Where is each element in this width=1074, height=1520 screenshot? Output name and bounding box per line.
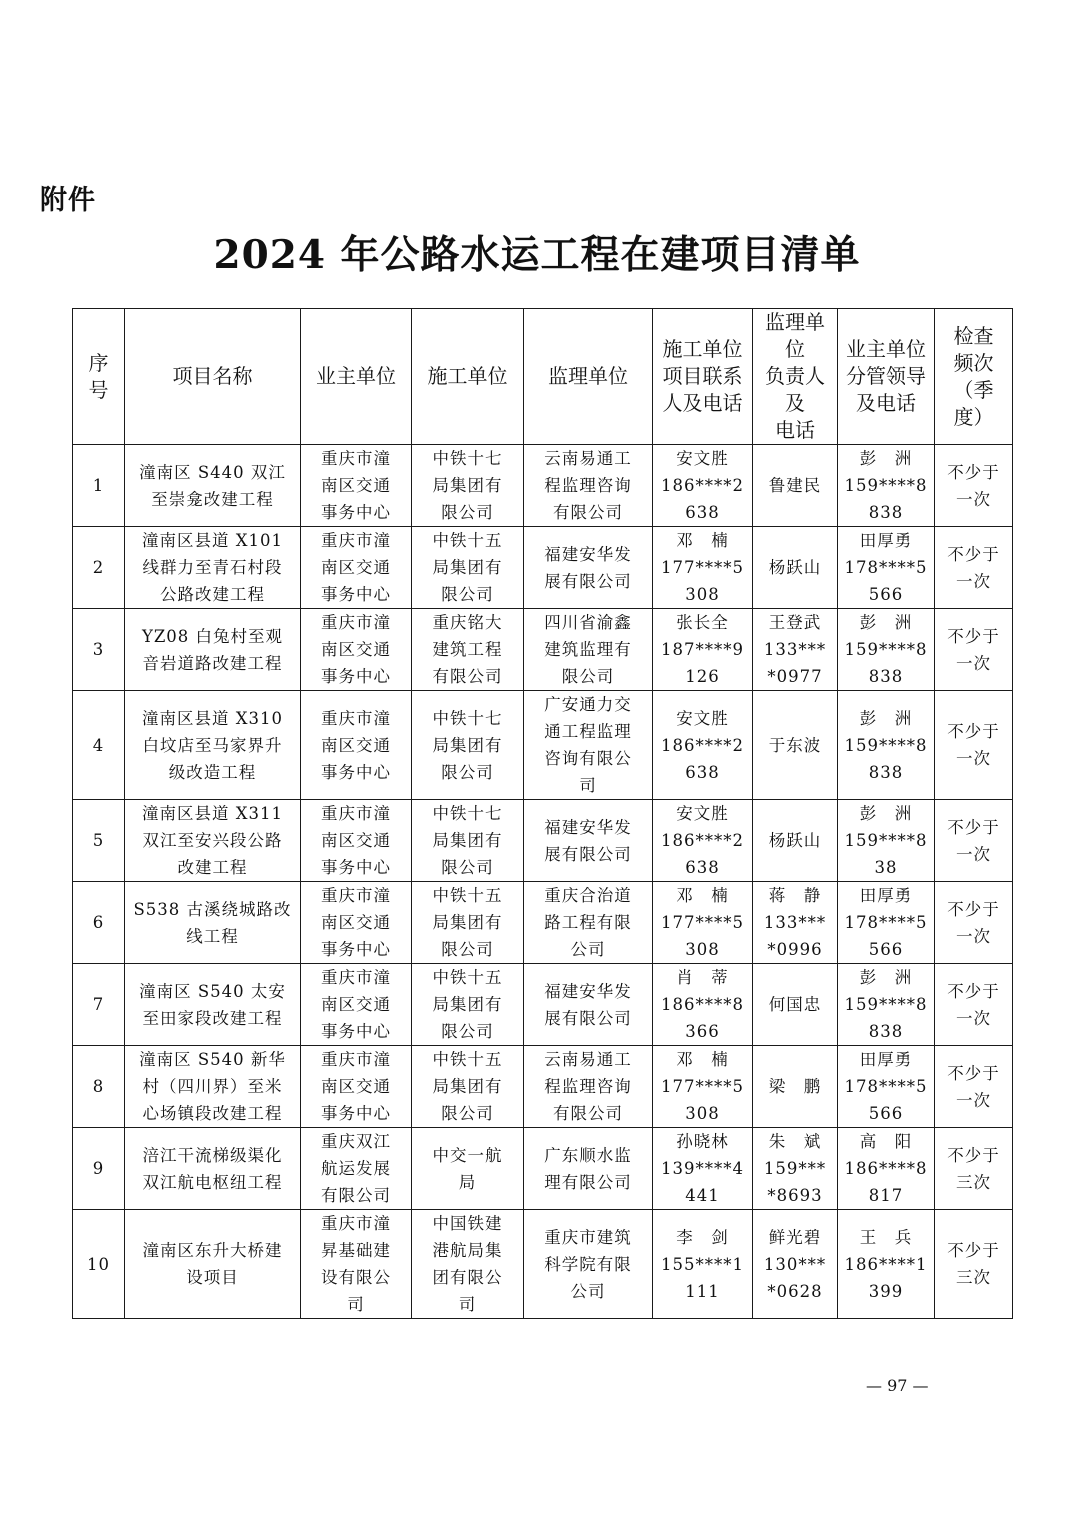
- supervisor-contact-cell: 于东波: [753, 691, 838, 800]
- supervisor-cell: 重庆市建筑 科学院有限 公司: [524, 1210, 653, 1319]
- table-row: [73, 527, 1013, 609]
- seq-cell: 10: [73, 1210, 125, 1319]
- table-row: [73, 800, 1013, 882]
- seq-cell: 1: [73, 445, 125, 527]
- attachment-label: 附件: [40, 185, 96, 216]
- project-name-cell: 涪江干流梯级渠化 双江航电枢纽工程: [125, 1128, 301, 1210]
- contractor-contact-cell: 李 剑 155****1 111: [653, 1210, 753, 1319]
- owner-cell: 重庆市潼 南区交通 事务中心: [301, 882, 412, 964]
- table-row: [73, 964, 1013, 1046]
- owner-leader-cell: 高 阳 186****8 817: [838, 1128, 935, 1210]
- supervisor-contact-cell: 鲜光碧 130*** *0628: [753, 1210, 838, 1319]
- header-seq: 序 号: [73, 309, 125, 445]
- supervisor-contact-cell: 梁 鹏: [753, 1046, 838, 1128]
- table-row: [73, 1210, 1013, 1319]
- project-name-cell: 潼南区 S440 双江 至崇龛改建工程: [125, 445, 301, 527]
- seq-cell: 2: [73, 527, 125, 609]
- contractor-cell: 中铁十七 局集团有 限公司: [412, 445, 524, 527]
- owner-cell: 重庆市潼 昇基础建 设有限公 司: [301, 1210, 412, 1319]
- frequency-cell: 不少于 三次: [935, 1128, 1013, 1210]
- owner-leader-cell: 彭 洲 159****8 838: [838, 445, 935, 527]
- table-row: [73, 691, 1013, 800]
- frequency-cell: 不少于 一次: [935, 800, 1013, 882]
- header-project-name: 项目名称: [125, 309, 301, 445]
- supervisor-cell: 广东顺水监 理有限公司: [524, 1128, 653, 1210]
- contractor-contact-cell: 邓 楠 177****5 308: [653, 1046, 753, 1128]
- supervisor-contact-cell: 朱 斌 159*** *8693: [753, 1128, 838, 1210]
- supervisor-cell: 四川省渝鑫 建筑监理有 限公司: [524, 609, 653, 691]
- header-contractor: 施工单位: [412, 309, 524, 445]
- table-row: [73, 609, 1013, 691]
- owner-cell: 重庆双江 航运发展 有限公司: [301, 1128, 412, 1210]
- owner-leader-cell: 彭 洲 159****8 838: [838, 691, 935, 800]
- contractor-cell: 中交一航 局: [412, 1128, 524, 1210]
- project-table: [72, 308, 1013, 1319]
- contractor-cell: 中铁十五 局集团有 限公司: [412, 882, 524, 964]
- owner-leader-cell: 田厚勇 178****5 566: [838, 882, 935, 964]
- project-name-cell: 潼南区县道 X311 双江至安兴段公路 改建工程: [125, 800, 301, 882]
- document-title: 2024 年公路水运工程在建项目清单: [213, 232, 861, 278]
- table-header-row: [73, 309, 1013, 445]
- project-name-cell: 潼南区 S540 太安 至田家段改建工程: [125, 964, 301, 1046]
- frequency-cell: 不少于 一次: [935, 691, 1013, 800]
- contractor-cell: 重庆铭大 建筑工程 有限公司: [412, 609, 524, 691]
- supervisor-cell: 福建安华发 展有限公司: [524, 800, 653, 882]
- supervisor-cell: 福建安华发 展有限公司: [524, 527, 653, 609]
- owner-cell: 重庆市潼 南区交通 事务中心: [301, 527, 412, 609]
- supervisor-cell: 云南易通工 程监理咨询 有限公司: [524, 1046, 653, 1128]
- contractor-contact-cell: 孙晓林 139****4 441: [653, 1128, 753, 1210]
- owner-leader-cell: 田厚勇 178****5 566: [838, 1046, 935, 1128]
- seq-cell: 6: [73, 882, 125, 964]
- contractor-cell: 中铁十五 局集团有 限公司: [412, 964, 524, 1046]
- owner-cell: 重庆市潼 南区交通 事务中心: [301, 800, 412, 882]
- table-row: [73, 445, 1013, 527]
- contractor-contact-cell: 肖 蒂 186****8 366: [653, 964, 753, 1046]
- owner-leader-cell: 彭 洲 159****8 38: [838, 800, 935, 882]
- project-name-cell: YZ08 白兔村至观 音岩道路改建工程: [125, 609, 301, 691]
- table-body: [73, 445, 1013, 1319]
- frequency-cell: 不少于 一次: [935, 527, 1013, 609]
- supervisor-cell: 云南易通工 程监理咨询 有限公司: [524, 445, 653, 527]
- frequency-cell: 不少于 一次: [935, 1046, 1013, 1128]
- supervisor-contact-cell: 蒋 静 133*** *0996: [753, 882, 838, 964]
- owner-leader-cell: 王 兵 186****1 399: [838, 1210, 935, 1319]
- seq-cell: 7: [73, 964, 125, 1046]
- owner-leader-cell: 田厚勇 178****5 566: [838, 527, 935, 609]
- supervisor-contact-cell: 何国忠: [753, 964, 838, 1046]
- table-row: [73, 1128, 1013, 1210]
- supervisor-contact-cell: 王登武 133*** *0977: [753, 609, 838, 691]
- project-name-cell: S538 古溪绕城路改 线工程: [125, 882, 301, 964]
- header-owner: 业主单位: [301, 309, 412, 445]
- owner-cell: 重庆市潼 南区交通 事务中心: [301, 964, 412, 1046]
- seq-cell: 5: [73, 800, 125, 882]
- supervisor-cell: 重庆合治道 路工程有限 公司: [524, 882, 653, 964]
- header-owner-leader: 业主单位 分管领导 及电话: [838, 309, 935, 445]
- contractor-contact-cell: 安文胜 186****2 638: [653, 800, 753, 882]
- seq-cell: 3: [73, 609, 125, 691]
- supervisor-contact-cell: 杨跃山: [753, 800, 838, 882]
- owner-cell: 重庆市潼 南区交通 事务中心: [301, 609, 412, 691]
- table-row: [73, 1046, 1013, 1128]
- supervisor-cell: 广安通力交 通工程监理 咨询有限公 司: [524, 691, 653, 800]
- supervisor-contact-cell: 杨跃山: [753, 527, 838, 609]
- owner-cell: 重庆市潼 南区交通 事务中心: [301, 1046, 412, 1128]
- frequency-cell: 不少于 一次: [935, 882, 1013, 964]
- project-name-cell: 潼南区县道 X310 白坟店至马家界升 级改造工程: [125, 691, 301, 800]
- seq-cell: 4: [73, 691, 125, 800]
- contractor-cell: 中国铁建 港航局集 团有限公 司: [412, 1210, 524, 1319]
- owner-leader-cell: 彭 洲 159****8 838: [838, 609, 935, 691]
- contractor-contact-cell: 邓 楠 177****5 308: [653, 527, 753, 609]
- frequency-cell: 不少于 一次: [935, 609, 1013, 691]
- contractor-cell: 中铁十五 局集团有 限公司: [412, 1046, 524, 1128]
- project-name-cell: 潼南区 S540 新华 村（四川界）至米 心场镇段改建工程: [125, 1046, 301, 1128]
- seq-cell: 9: [73, 1128, 125, 1210]
- contractor-contact-cell: 安文胜 186****2 638: [653, 691, 753, 800]
- header-contractor-contact: 施工单位 项目联系 人及电话: [653, 309, 753, 445]
- project-name-cell: 潼南区县道 X101 线群力至青石村段 公路改建工程: [125, 527, 301, 609]
- table-row: [73, 882, 1013, 964]
- contractor-contact-cell: 邓 楠 177****5 308: [653, 882, 753, 964]
- page-number: — 97 —: [866, 1376, 929, 1395]
- contractor-contact-cell: 安文胜 186****2 638: [653, 445, 753, 527]
- owner-cell: 重庆市潼 南区交通 事务中心: [301, 691, 412, 800]
- seq-cell: 8: [73, 1046, 125, 1128]
- header-frequency: 检查 频次 （季 度）: [935, 309, 1013, 445]
- frequency-cell: 不少于 三次: [935, 1210, 1013, 1319]
- owner-leader-cell: 彭 洲 159****8 838: [838, 964, 935, 1046]
- header-supervisor-contact: 监理单位 负责人及 电话: [753, 309, 838, 445]
- contractor-contact-cell: 张长全 187****9 126: [653, 609, 753, 691]
- contractor-cell: 中铁十五 局集团有 限公司: [412, 527, 524, 609]
- project-name-cell: 潼南区东升大桥建 设项目: [125, 1210, 301, 1319]
- frequency-cell: 不少于 一次: [935, 964, 1013, 1046]
- supervisor-contact-cell: 鲁建民: [753, 445, 838, 527]
- frequency-cell: 不少于 一次: [935, 445, 1013, 527]
- contractor-cell: 中铁十七 局集团有 限公司: [412, 691, 524, 800]
- header-supervisor: 监理单位: [524, 309, 653, 445]
- owner-cell: 重庆市潼 南区交通 事务中心: [301, 445, 412, 527]
- contractor-cell: 中铁十七 局集团有 限公司: [412, 800, 524, 882]
- supervisor-cell: 福建安华发 展有限公司: [524, 964, 653, 1046]
